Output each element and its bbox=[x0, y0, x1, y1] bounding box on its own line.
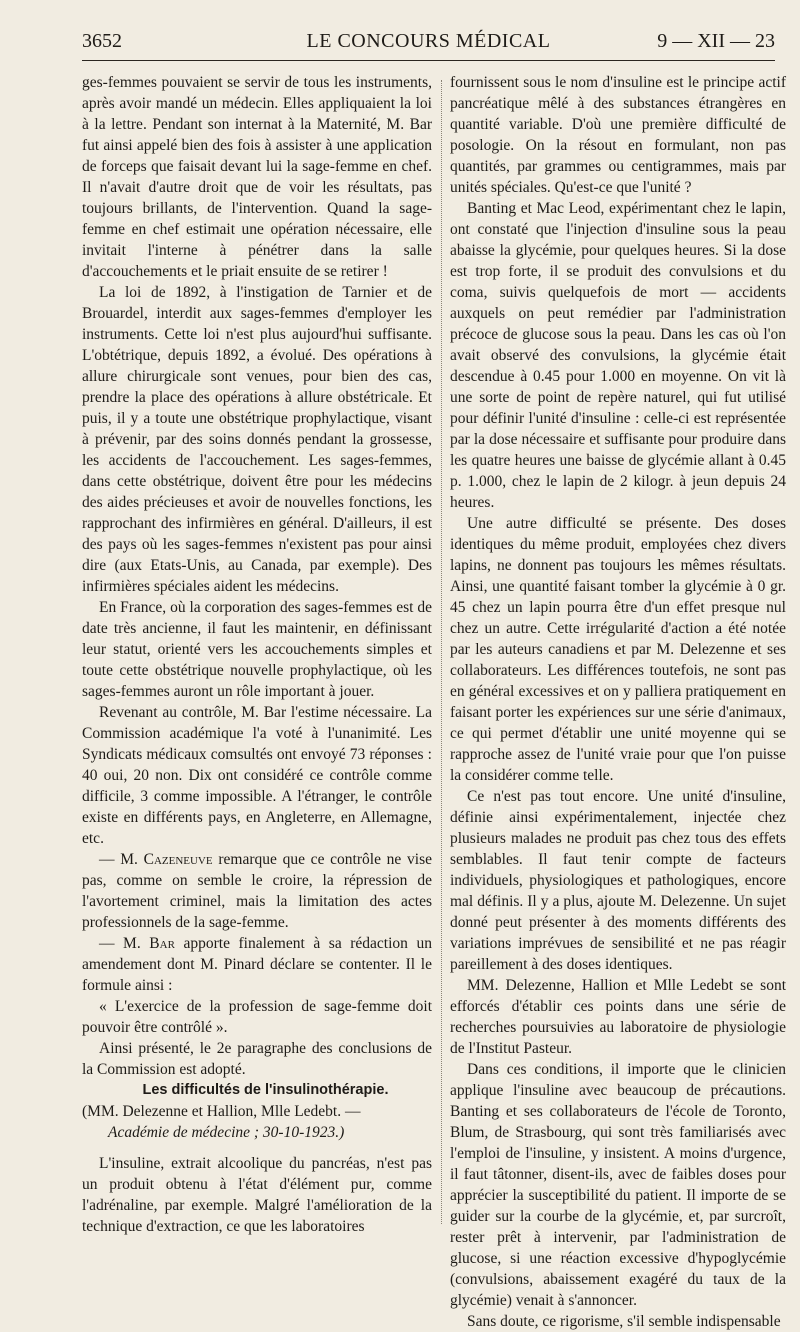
paragraph: fournissent sous le nom d'insuline est le principe actif pancréatique mêlé à des substances étrangères en quantité variable. D'où une première difficulté de posologie. On la résout en formulant, non pas quantités, par grammes ou centigrammes, mais par unités spéciales. Qu'est-ce que l'unité ? bbox=[450, 74, 786, 196]
reference-source: Académie de médecine ; 30-10-1923.) bbox=[108, 1124, 345, 1141]
paragraph: Sans doute, ce rigorisme, s'il semble indispensable bbox=[467, 1313, 781, 1330]
paragraph: — M. Cazeneuve remarque que ce contrôle ne vise pas, comme on semble le croire, la répression de l'avortement criminel, mais la limitation des actes professionnels de la sage-femme. bbox=[82, 851, 432, 931]
paragraph: Revenant au contrôle, M. Bar l'estime nécessaire. La Commission académique l'a voté à l'unanimité. Les Syndicats médicaux comsultés ont envoyé 73 réponses : 40 oui, 20 non. Dix ont considéré ce contrôle comme difficile, 3 comme impossible. A l'étranger, le contrôle existe en différents pays, en Angleterre, en Allemagne, etc. bbox=[82, 704, 432, 847]
column-divider bbox=[441, 80, 442, 1224]
paragraph: Une autre difficulté se présente. Des doses identiques du même produit, employées chez divers lapins, ne donnent pas toujours les mêmes résultats. Ainsi, une quantité faisant tomber la glycémie à 0 gr. 45 chez un lapin pourra être d'un effet presque nul chez un autre. Cette irrégularité d'action a été notée par les auteurs canadiens et par M. Delezenne et ses collaborateurs. Les différences toutefois, ne sont pas en général excessives et on y palliera pratiquement en faisant porter les expériences sur une série d'animaux, ce qui permet d'établir une unité moyenne qui se rapproche assez de l'unité vraie pour que l'on puisse la considérer comme telle. bbox=[450, 515, 786, 784]
paragraph: Dans ces conditions, il importe que le clinicien applique l'insuline avec beaucoup de précautions. Banting et ses collaborateurs de l'école de Toronto, Blum, de Strasbourg, qui sont très familiarisés avec l'emploi de l'insuline, y insistent. A moins d'urgence, il faut tâtonner, disent-ils, avec de faibles doses pour apprécier la susceptibilité du patient. Il importe de se guider sur la courbe de la glycémie, et, par surcroît, rester prêt à intervenir, par l'administration de glucose, si une réaction excessive d'hypoglycémie (convulsions, abaissement exagéré du taux de la glycémie) venait à s'annoncer. bbox=[450, 1061, 786, 1309]
page-header bbox=[82, 30, 775, 58]
journal-title: LE CONCOURS MÉDICAL bbox=[306, 30, 551, 52]
reference-authors: (MM. Delezenne et Hallion, Mlle Ledebt. — bbox=[82, 1103, 361, 1120]
paragraph: Ce n'est pas tout encore. Une unité d'insuline, définie ainsi expérimentalement, injectée chez plusieurs malades ne produit pas chez tous des effets semblables. Il faut tenir compte de facteurs individuels, physiologiques et pathologiques, encore mal définis. Il y a plus, ajoute M. Delezenne. Un sujet donné peut présenter à des moments différents des variations imprévues de sensibilité et ne pas réagir pareillement à des doses identiques. bbox=[450, 788, 786, 973]
section-reference bbox=[82, 1101, 432, 1143]
paragraph: La loi de 1892, à l'instigation de Tarnier et de Brouardel, interdit aux sages-femmes d'employer les instruments. Cette loi n'est plus aujourd'hui suffisante. L'obtétrique, depuis 1892, a évolué. Des opérations à allure chirurgicale sont venues, pour bien des cas, prendre la place des opérations à allure obstétricale. Et puis, il y a toute une obstétrique prophylactique, visant à prévenir, par des soins donnés pendant la grossesse, les accidents de l'accouchement. Les sages-femmes, dans cette obstétrique, doivent être pour les médecins des aides précieuses et avoir de nouvelles fonctions, les rapprochant des infirmières en général. D'ailleurs, il est des pays où les sages-femmes n'existent pas pour ainsi dire (aux Etats-Unis, au Canada, par exemple). Des infirmières spéciales aident les médecins. bbox=[82, 284, 432, 595]
paragraph-text: remarque que ce contrôle ne vise pas, comme on semble le croire, la répression de l'avortement criminel, mais la limitation des actes professionnels de la sage-femme. bbox=[82, 851, 432, 931]
speaker-name: Bar bbox=[149, 935, 175, 952]
paragraph: En France, où la corporation des sages-femmes est de date très ancienne, il faut les maintenir, en définissant leur statut, orienté vers les accouchements simples et toute cette obstétrique nouvelle prophylactique, où les sages-femmes auront un rôle important à jouer. bbox=[82, 599, 432, 700]
speaker-name: Cazeneuve bbox=[143, 851, 213, 868]
left-column bbox=[82, 72, 432, 1234]
paragraph: L'insuline, extrait alcoolique du pancréas, n'est pas un produit obtenu à l'état d'élément pur, comme l'adrénaline, par exemple. Malgré l'amélioration de la technique d'extraction, ce que les laboratoires bbox=[82, 1155, 432, 1235]
paragraph: ges-femmes pouvaient se servir de tous les instruments, après avoir mandé un médecin. Elles appliquaient la loi à la lettre. Pendant son internat à la Maternité, M. Bar fut ainsi appelé bien des fois à assister à une application de forceps que faisait devant lui la sage-femme en chef. Il n'avait d'autre droit que de voir les résultats, pas toujours brillants, de l'intervention. Quand la sage-femme en chef estimait une opération nécessaire, elle invitait l'interne à pénétrer dans la salle d'accouchements et le priait ensuite de se retirer ! bbox=[82, 74, 432, 280]
paragraph: Ainsi présenté, le 2e paragraphe des conclusions de la Commission est adopté. bbox=[82, 1040, 432, 1078]
paragraph: MM. Delezenne, Hallion et Mlle Ledebt se sont efforcés d'établir ces points dans une série de recherches poursuivies au laboratoire de physiologie de l'Institut Pasteur. bbox=[450, 977, 786, 1057]
right-column bbox=[450, 72, 786, 1330]
header-rule bbox=[82, 60, 775, 61]
issue-date: 9 — XII — 23 bbox=[657, 30, 775, 52]
section-title: Les difficultés de l'insulinothérapie. bbox=[142, 1082, 389, 1098]
paragraph-text: apporte finalement à sa rédaction un amendement dont M. Pinard déclare se contenter. Il le formule ainsi : bbox=[82, 935, 432, 994]
page-number: 3652 bbox=[82, 30, 122, 52]
paragraph: Banting et Mac Leod, expérimentant chez le lapin, ont constaté que l'injection d'insuline sous la peau abaisse la glycémie, pour quelques heures. Si la dose est trop forte, il se produit des convulsions et du coma, suivis quelquefois de mort — accidents auxquels on peut remédier par l'administration précoce de glucose sous la peau. Dans les cas où l'on avait observé des convulsions, la glycémie était descendue à 0.45 pour 1.000 en moyenne. On vit là une sorte de point de repère naturel, qui fut utilisé pour définir l'unité d'insuline : celle-ci est représentée par la dose nécessaire et suffisante pour produire dans les quatre heures une baisse de glycémie allant à 0.45 p. 1.000, chez le lapin de 2 kilogr. à jeun depuis 24 heures. bbox=[450, 200, 786, 511]
quote-paragraph: « L'exercice de la profession de sage-femme doit pouvoir être contrôlé ». bbox=[82, 998, 432, 1036]
paragraph: — M. Bar apporte finalement à sa rédaction un amendement dont M. Pinard déclare se contenter. Il le formule ainsi : bbox=[82, 935, 432, 994]
